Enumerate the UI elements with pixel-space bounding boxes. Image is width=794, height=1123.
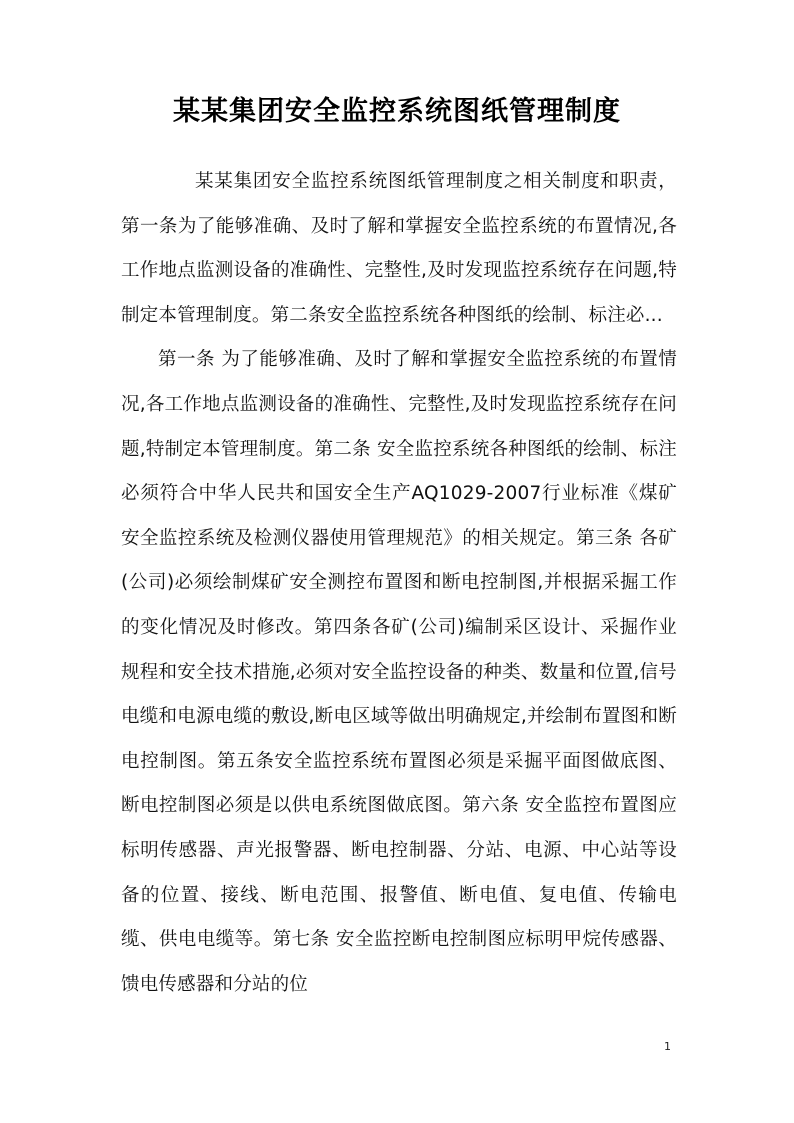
page-number: 1 <box>664 1040 671 1053</box>
intro-paragraph: 某某集团安全监控系统图纸管理制度之相关制度和职责，第一条为了能够准确、及时了解和掌握安全监控系统的布置情况,各工作地点监测设备的准确性、完整性,及时发现监控系统存在问题,特制定本管理制度。第二条安全监控系统各种图纸的绘制、标注必... <box>121 171 677 326</box>
document-body <box>121 160 677 1007</box>
page-title: 某某集团安全监控系统图纸管理制度 <box>173 96 621 127</box>
main-paragraph: 第一条 为了能够准确、及时了解和掌握安全监控系统的布置情况,各工作地点监测设备的准确性、完整性,及时发现监控系统存在问题,特制定本管理制度。第二条 安全监控系统各种图纸的绘制、标注必须符合中华人民共和国安全生产AQ1029-2007行业标准《煤矿安全监控系统及检测仪器使用管理规范》的相关规定。第三条 各矿(公司)必须绘制煤矿安全测控布置图和断电控制图,并根据采掘工作的变化情况及时修改。第四条各矿(公司)编制采区设计、采掘作业规程和安全技术措施,必须对安全监控设备的种类、数量和位置,信号电缆和电源电缆的敷设,断电区域等做出明确规定,并绘制布置图和断电控制图。第五条安全监控系统布置图必须是采掘平面图做底图、断电控制图必须是以供电系统图做底图。第六条 安全监控布置图应标明传感器、声光报警器、断电控制器、分站、电源、中心站等设备的位置、接线、断电范围、报警值、断电值、复电值、传输电缆、供电电缆等。第七条 安全监控断电控制图应标明甲烷传感器、馈电传感器和分站的位 <box>121 349 677 995</box>
